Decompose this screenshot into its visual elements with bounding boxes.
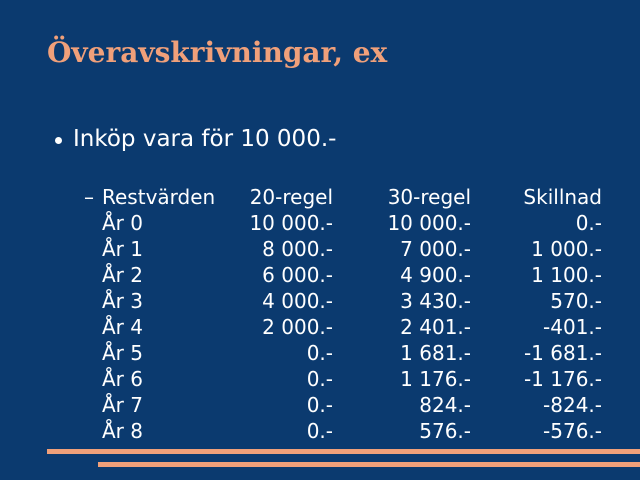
row-skillnad: -824.- [543,393,602,417]
row-skillnad: -576.- [543,419,602,443]
row-year: År 6 [102,367,143,391]
row-skillnad: -1 681.- [523,341,602,365]
row-20-regel: 0.- [306,341,333,365]
table-header-row [102,184,602,210]
row-20-regel: 10 000.- [249,211,333,235]
table-row [102,210,602,236]
row-30-regel: 10 000.- [387,211,471,235]
bullet-text: Inköp vara för 10 000.- [73,126,337,152]
footer-accent-line-bottom [98,462,640,467]
row-30-regel: 2 401.- [400,315,471,339]
table-row [102,262,602,288]
row-skillnad: 0.- [575,211,602,235]
row-30-regel: 576.- [419,419,471,443]
header-30-regel: 30-regel [387,185,471,209]
row-skillnad: 1 100.- [531,263,602,287]
row-20-regel: 0.- [306,419,333,443]
row-30-regel: 7 000.- [400,237,471,261]
table-row [102,418,602,444]
table-row [102,236,602,262]
table-row [102,392,602,418]
row-skillnad: 570.- [550,289,602,313]
row-year: År 2 [102,263,143,287]
row-year: År 8 [102,419,143,443]
row-year: År 7 [102,393,143,417]
row-20-regel: 2 000.- [262,315,333,339]
table-row [102,288,602,314]
row-30-regel: 824.- [419,393,471,417]
row-skillnad: 1 000.- [531,237,602,261]
row-30-regel: 1 681.- [400,341,471,365]
table-row [102,314,602,340]
header-20-regel: 20-regel [249,185,333,209]
row-30-regel: 1 176.- [400,367,471,391]
row-skillnad: -1 176.- [523,367,602,391]
row-30-regel: 4 900.- [400,263,471,287]
row-20-regel: 8 000.- [262,237,333,261]
row-year: År 5 [102,341,143,365]
row-20-regel: 0.- [306,393,333,417]
row-30-regel: 3 430.- [400,289,471,313]
slide-title: Överavskrivningar, ex [47,36,388,69]
depreciation-table [102,184,602,444]
header-restvarden: Restvärden [102,185,216,209]
row-20-regel: 4 000.- [262,289,333,313]
sub-bullet-marker: – [84,185,94,209]
header-skillnad: Skillnad [523,185,602,209]
row-year: År 0 [102,211,143,235]
row-20-regel: 6 000.- [262,263,333,287]
footer-accent-line-top [47,449,640,454]
row-20-regel: 0.- [306,367,333,391]
bullet-dot-icon [55,137,62,144]
row-year: År 1 [102,237,143,261]
row-year: År 3 [102,289,143,313]
bullet-item [55,126,336,152]
row-skillnad: -401.- [543,315,602,339]
row-year: År 4 [102,315,143,339]
table-row [102,366,602,392]
table-row [102,340,602,366]
